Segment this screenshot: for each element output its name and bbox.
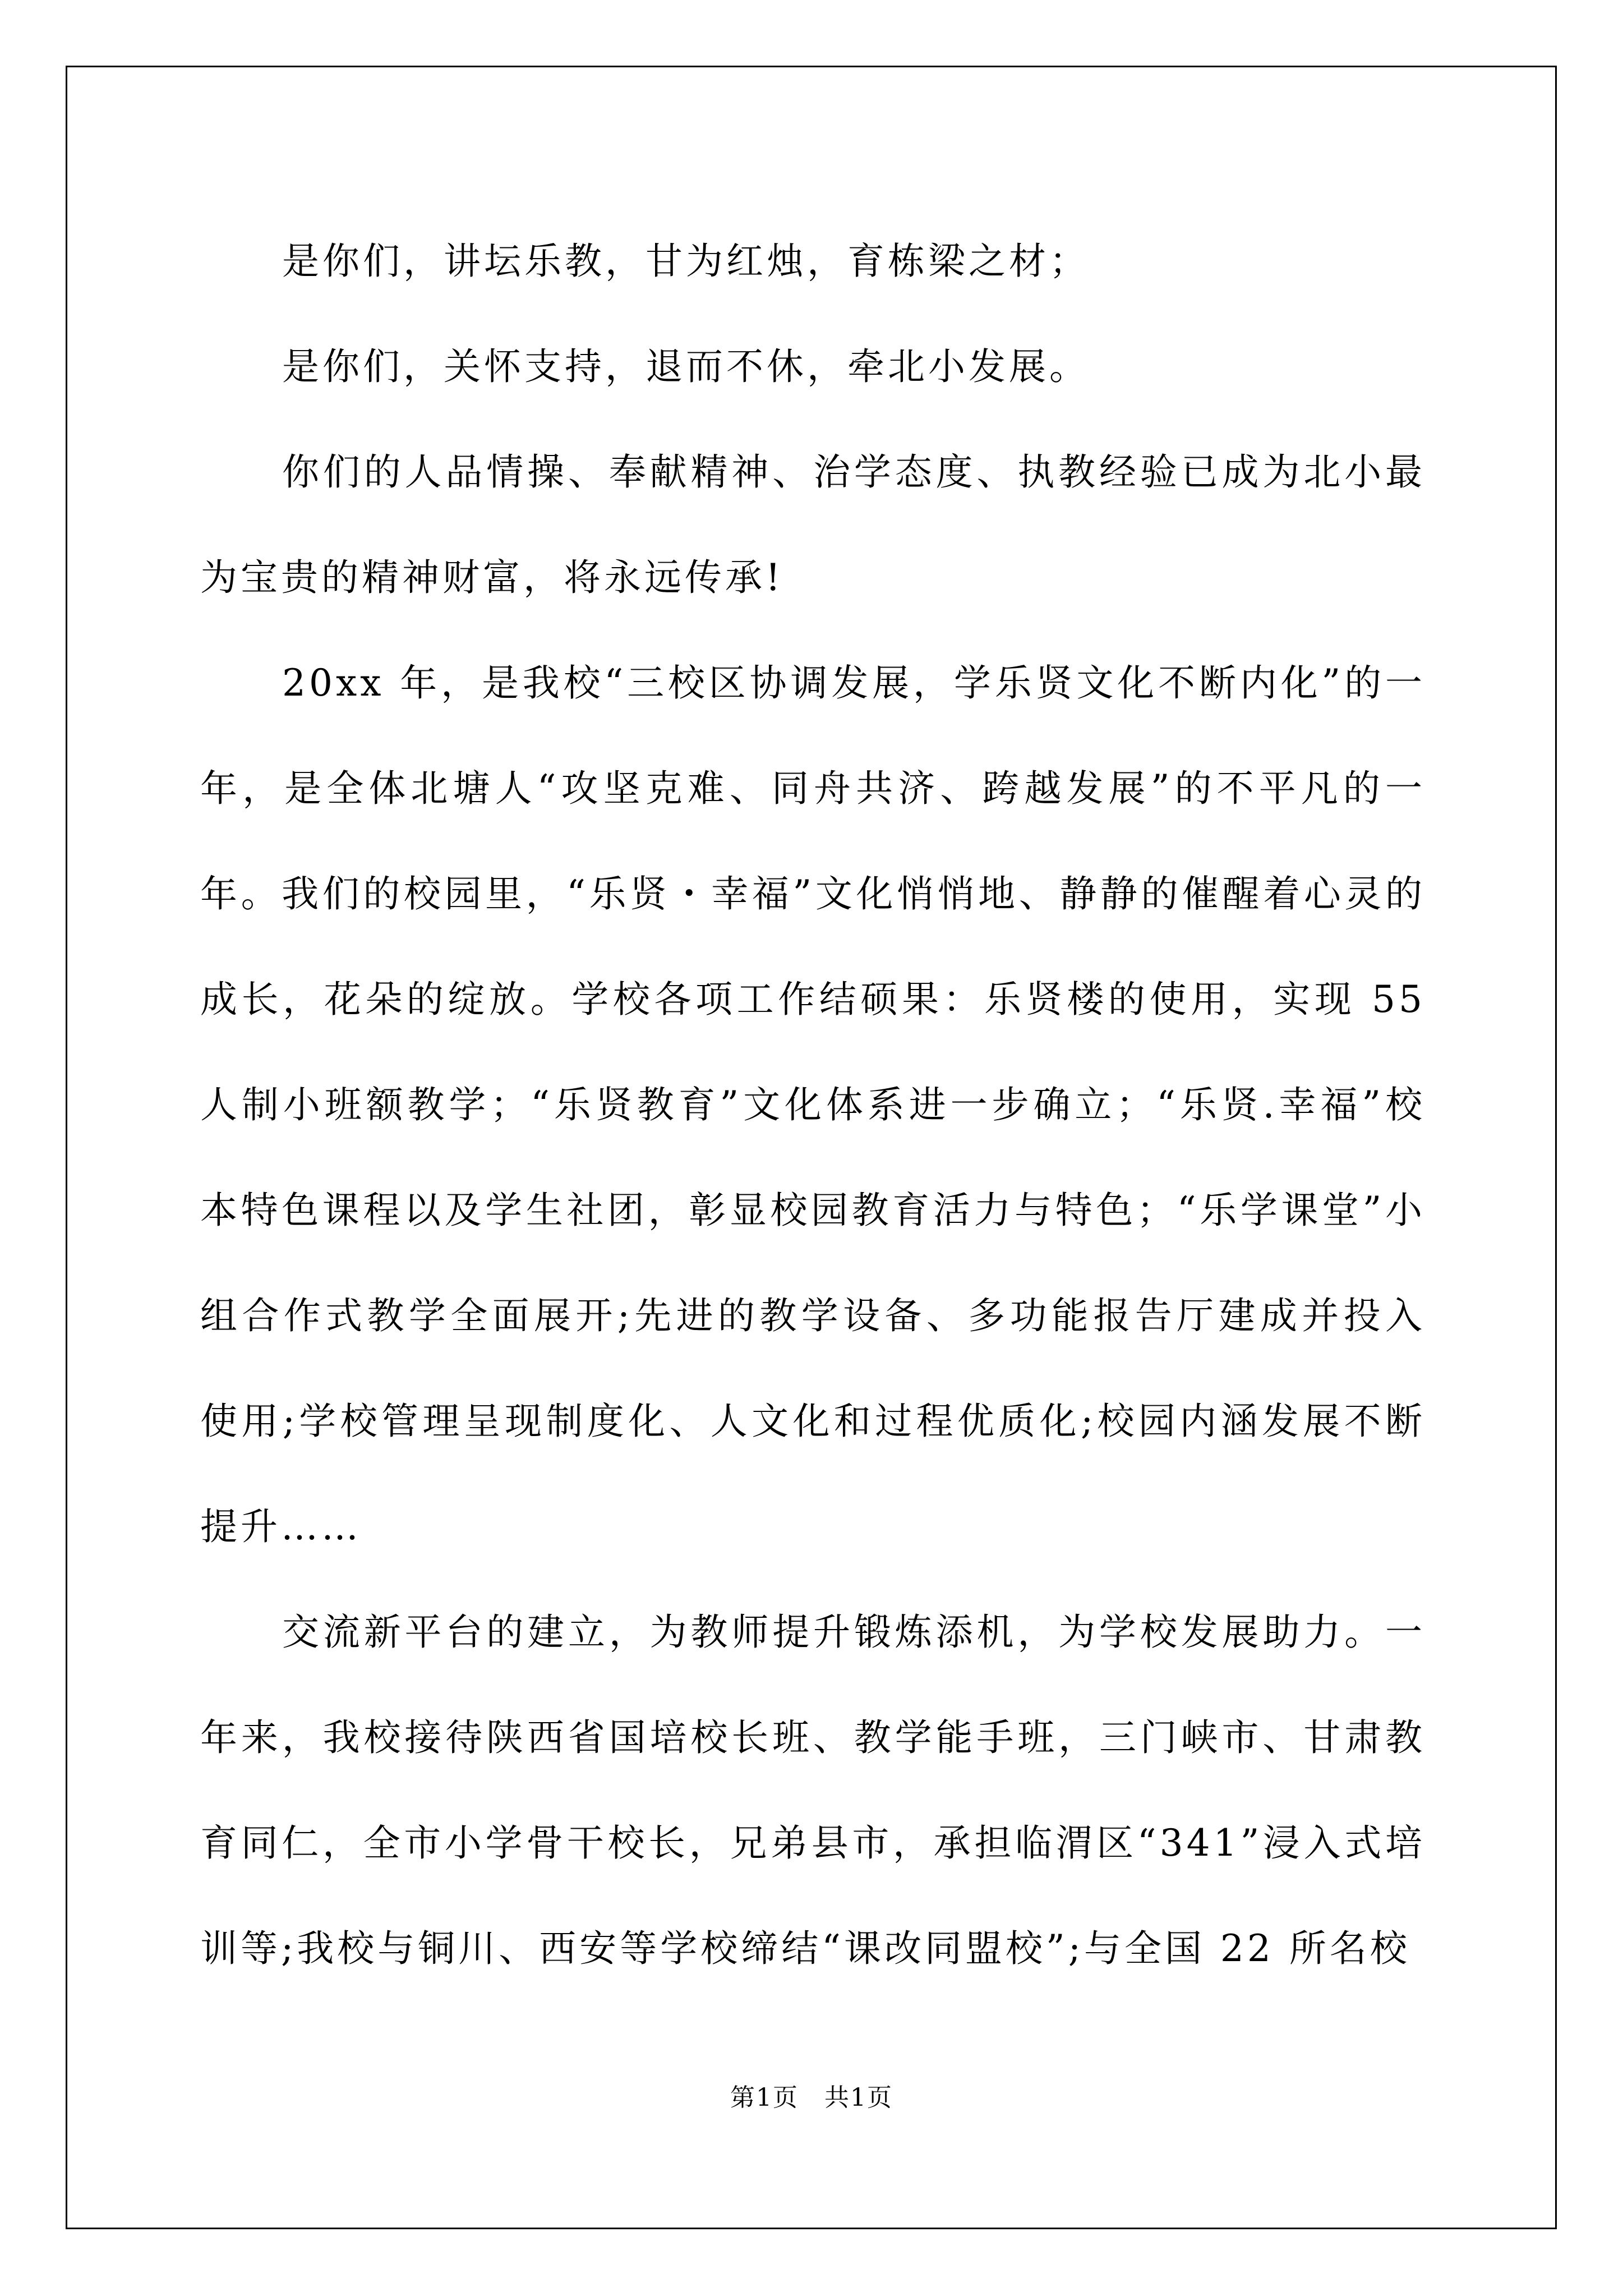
paragraph-5: 交流新平台的建立，为教师提升锻炼添机，为学校发展助力。一年来，我校接待陕西省国培校长班、教学能手班，三门峡市、甘肃教育同仁，全市小学骨干校长，兄弟县市，承担临渭区“341”浸入式培训等;我校与铜川、西安等学校缔结“课改同盟校”;与全国 22 所名校 <box>200 1611 1426 1970</box>
paragraph-2: 是你们，关怀支持，退而不休，牵北小发展。 <box>282 345 1090 388</box>
paragraph-3: 你们的人品情操、奉献精神、治学态度、执教经验已成为北小最为宝贵的精神财富，将永远传承! <box>200 450 1426 599</box>
document-body <box>200 209 1426 2001</box>
paragraph-1: 是你们，讲坛乐教，甘为红烛，育栋梁之材； <box>282 240 1090 283</box>
paragraph-4: 20xx 年，是我校“三校区协调发展，学乐贤文化不断内化”的一年，是全体北塘人“攻坚克难、同舟共济、跨越发展”的不平凡的一年。我们的校园里，“乐贤・幸福”文化悄悄地、静静的催醒着心灵的成长，花朵的绽放。学校各项工作结硕果：乐贤楼的使用，实现 55 人制小班额教学；“乐贤教育”文化体系进一步确立；“乐贤.幸福”校本特色课程以及学生社团，彰显校园教育活力与特色；“乐学课堂”小组合作式教学全面展开;先进的教学设备、多功能报告厅建成并投入使用;学校管理呈现制度化、人文化和过程优质化;校园内涵发展不断提升…… <box>200 661 1426 1548</box>
page-footer: 第1页 共1页 <box>730 2083 893 2112</box>
